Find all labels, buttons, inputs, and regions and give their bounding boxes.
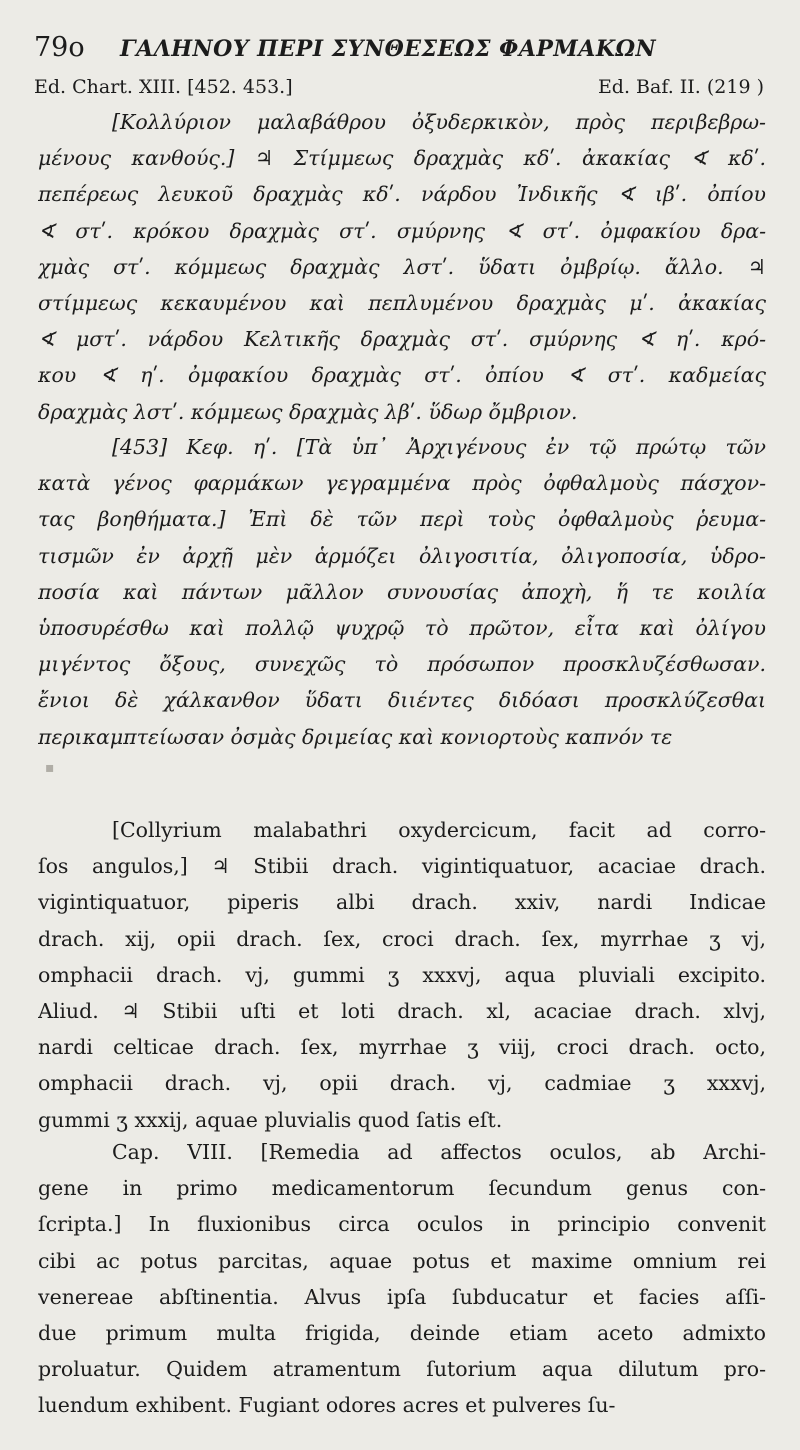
text-line: τας βοηθήματα.] Ἐπὶ δὲ τῶν περὶ τοὺς ὀφθαλμοὺς ῥευμα- — [38, 507, 766, 532]
text-line: Aliud. ♃ Stibii uſti et loti drach. xl, acaciae drach. xlvj, — [38, 998, 766, 1023]
text-line: ſcripta.] In fluxionibus circa oculos in principio convenit — [38, 1212, 766, 1237]
text-line: ὑποσυρέσθω καὶ πολλῷ ψυχρῷ τὸ πρῶτον, εἶτα καὶ ὀλίγου — [38, 615, 766, 640]
text-line: [Collyrium malabathri oxydercicum, facit ad corro- — [112, 818, 766, 842]
page-number: 79o — [34, 32, 85, 63]
text-line: omphacii drach. vj, gummi ʒ xxxvj, aqua pluviali excipito. — [38, 962, 766, 987]
text-line: gene in primo medicamentorum ſecundum genus con- — [38, 1176, 766, 1201]
text-line: [Κολλύριον μαλαβάθρου ὀξυδερκικὸν, πρὸς περιβεβρω- — [112, 110, 766, 134]
text-line: περικαμπτείωσαν ὀσμὰς δριμείας καὶ κονιορτοὺς καπνόν τε — [38, 724, 673, 749]
text-line: cibi ac potus parcitas, aquae potus et maxime omnium rei — [38, 1248, 766, 1273]
text-line: drach. xij, opii drach. ſex, croci drach. ſex, myrrhae ʒ vj, — [38, 926, 766, 951]
text-line: μιγέντος ὄξους, συνεχῶς τὸ πρόσωπον προσκλυζέσθωσαν. — [38, 652, 766, 677]
text-line: ſos angulos,] ♃ Stibii drach. vigintiquatuor, acaciae drach. — [38, 854, 766, 879]
running-title: ΓΑΛΗΝΟΥ ΠΕΡΙ ΣΥΝΘΕΣΕΩΣ ΦΑΡΜΑΚΩΝ — [120, 36, 657, 62]
text-line: στίμμεως κεκαυμένου καὶ πεπλυμένου δραχμὰς μʹ. ἀκακίας — [38, 290, 766, 315]
greek-paragraph-chapter-8 — [38, 429, 766, 755]
latin-paragraph-collyrium — [38, 812, 766, 1138]
latin-paragraph-chapter-8 — [38, 1134, 766, 1424]
text-line: gummi ʒ xxxij, aquae pluvialis quod ſatis eſt. — [38, 1107, 503, 1132]
text-line: κου ∢ ηʹ. ὀμφακίου δραχμὰς στʹ. ὀπίου ∢ στʹ. καδμείας — [38, 363, 766, 388]
text-line: δραχμὰς λστʹ. κόμμεως δραχμὰς λβʹ. ὕδωρ ὄμβριον. — [38, 399, 578, 424]
text-line: ∢ μστʹ. νάρδου Κελτικῆς δραχμὰς στʹ. σμύρνης ∢ ηʹ. κρό- — [38, 327, 766, 352]
text-line: vigintiquatuor, piperis albi drach. xxiv, nardi Indicae — [38, 890, 766, 915]
text-line: ∢ στʹ. κρόκου δραχμὰς στʹ. σμύρνης ∢ στʹ. ὀμφακίου δρα- — [38, 218, 766, 243]
edition-basel-reference: Ed. Baf. II. (219 ) — [597, 76, 764, 98]
print-smudge: ▪ — [45, 760, 55, 776]
text-line: ποσία καὶ πάντων μᾶλλον συνουσίας ἀποχὴ, ἥ τε κοιλία — [38, 579, 766, 604]
text-line: μένους κανθούς.] ♃ Στίμμεως δραχμὰς κδʹ. ἀκακίας ∢ κδʹ. — [38, 146, 766, 171]
text-line: omphacii drach. vj, opii drach. vj, cadmiae ʒ xxxvj, — [38, 1071, 766, 1096]
text-line: luendum exhibent. Fugiant odores acres et pulveres ſu- — [38, 1393, 616, 1418]
text-line: Cap. VIII. [Remedia ad affectos oculos, ab Archi- — [112, 1140, 766, 1164]
text-line: [453] Κεφ. ηʹ. [Τὰ ὑπ᾽ Ἀρχιγένους ἐν τῷ πρώτῳ τῶν — [112, 435, 766, 459]
edition-chart-reference: Ed. Chart. XIII. [452. 453.] — [34, 76, 293, 98]
text-line: πεπέρεως λευκοῦ δραχμὰς κδʹ. νάρδου Ἰνδικῆς ∢ ιβʹ. ὀπίου — [38, 182, 766, 207]
text-line: χμὰς στʹ. κόμμεως δραχμὰς λστʹ. ὕδατι ὀμβρίῳ. ἄλλο. ♃ — [38, 254, 766, 279]
page-header — [34, 30, 764, 70]
text-line: τισμῶν ἐν ἀρχῇ μὲν ἁρμόζει ὀλιγοσιτία, ὀλιγοποσία, ὑδρο- — [38, 543, 766, 568]
text-line: venereae abſtinentia. Alvus ipſa ſubducatur et facies aſſi- — [38, 1284, 766, 1309]
text-line: due primum multa frigida, deinde etiam aceto admixto — [38, 1320, 766, 1345]
text-line: nardi celticae drach. ſex, myrrhae ʒ viij, croci drach. octo, — [38, 1035, 766, 1060]
text-line: ἔνιοι δὲ χάλκανθον ὕδατι διιέντες διδόασι προσκλύζεσθαι — [38, 688, 766, 713]
greek-paragraph-collyrium — [38, 104, 766, 430]
text-line: κατὰ γένος φαρμάκων γεγραμμένα πρὸς ὀφθαλμοὺς πάσχον- — [38, 471, 766, 496]
edition-reference-line — [34, 76, 764, 102]
text-line: proluatur. Quidem atramentum ſutorium aqua dilutum pro- — [38, 1357, 766, 1382]
